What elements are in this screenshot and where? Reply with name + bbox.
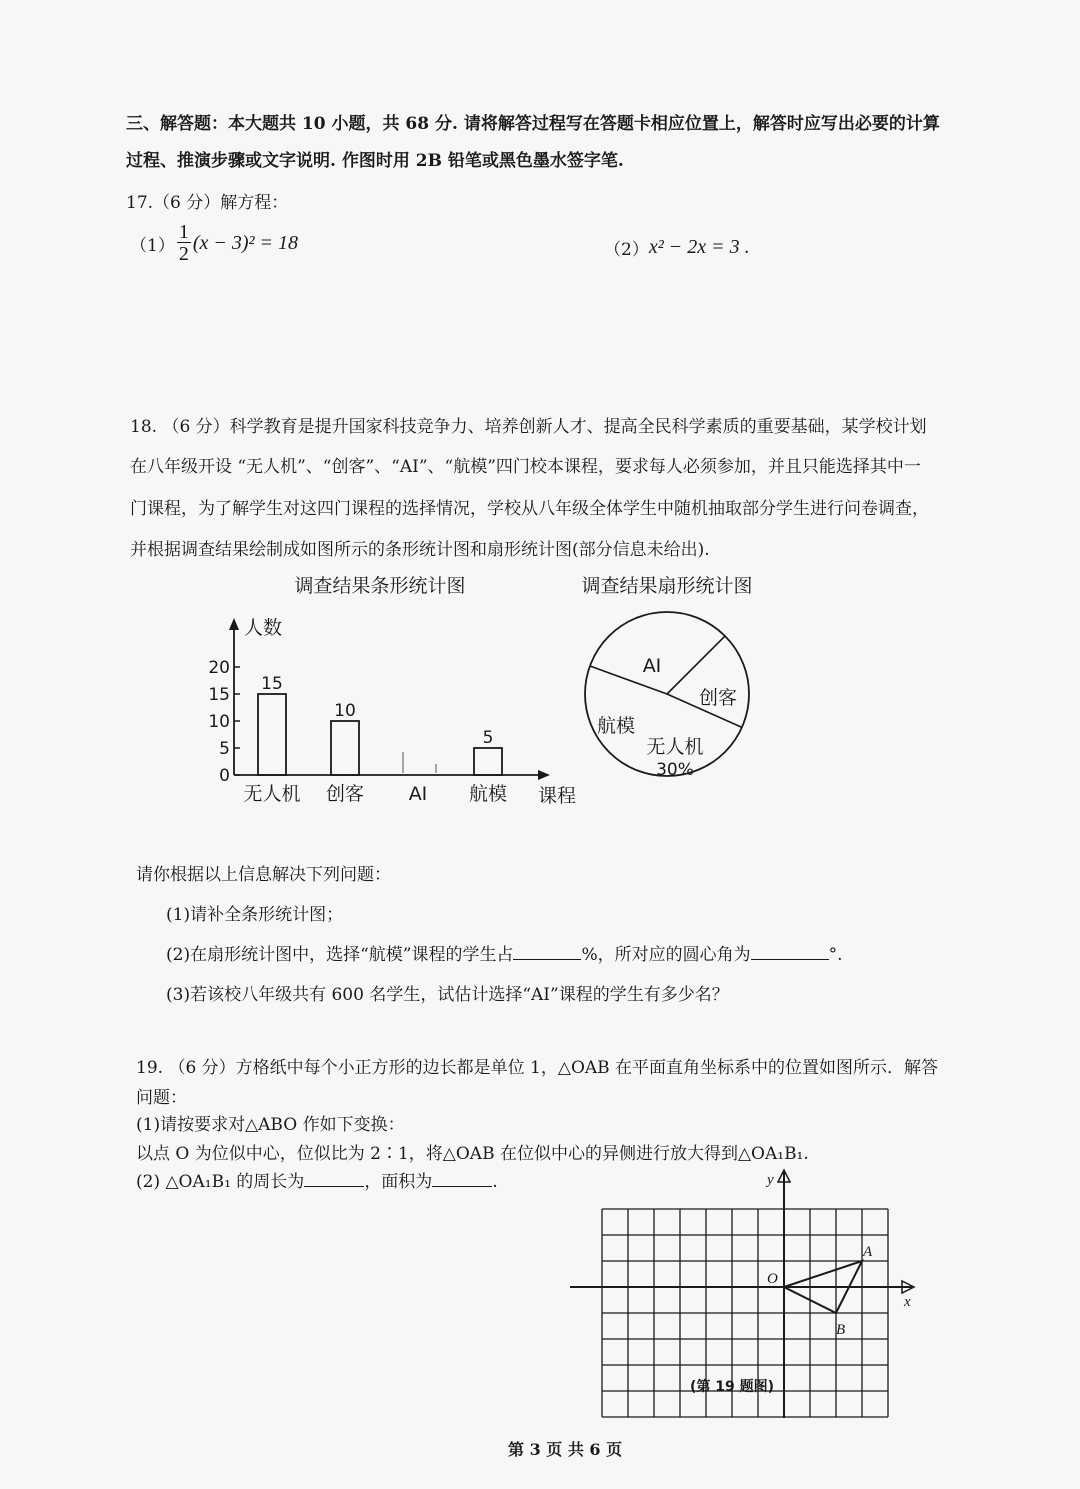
bar-category-label: 创客 <box>325 783 365 805</box>
q17-part1-expr: (x − 3)² = 18 <box>192 232 299 254</box>
bar-y-arrow <box>229 618 239 630</box>
q19-text-line1: 19. （6 分）方格纸中每个小正方形的边长都是单位 1，△OAB 在平面直角坐标系中的位置如图所示．解答 <box>136 1058 939 1078</box>
q19-text-line4: 以点 O 为位似中心，位似比为 2∶1，将△OAB 在位似中心的异侧进行放大得到△OA₁B₁. <box>136 1144 809 1164</box>
section-instruction-line1: 三、解答题：本大题共 10 小题，共 68 分. 请将解答过程写在答题卡相应位置上，解答时应写出必要的计算 <box>126 114 940 134</box>
bar-y-tick-label: 5 <box>219 739 230 759</box>
q17-part2 <box>604 235 750 260</box>
bar-y-tick-label: 10 <box>208 712 230 732</box>
figure-caption: (第 19 题图) <box>690 1379 775 1395</box>
q17-part1-label: （1） <box>130 236 175 256</box>
q19-text-line5 <box>136 1167 498 1192</box>
bar-3 <box>474 748 502 775</box>
bar-data-label: 10 <box>334 701 356 721</box>
q19-blank-perimeter[interactable] <box>304 1170 364 1187</box>
bar-data-label: 5 <box>482 728 494 748</box>
q18-sub2-text-c: °. <box>828 945 843 965</box>
bar-xlabel: 课程 <box>538 785 577 807</box>
q19-blank-area[interactable] <box>432 1170 492 1187</box>
bar-0 <box>258 694 286 775</box>
q18-sub2 <box>166 940 843 965</box>
pie-chart <box>570 568 770 798</box>
q19-text-line3: (1)请按要求对△ABO 作如下变换： <box>136 1115 405 1135</box>
q19-perimeter-label: (2) △OA₁B₁ 的周长为 <box>136 1172 305 1192</box>
grid-x-label: x <box>904 1294 911 1310</box>
pie-slice-label: 航模 <box>596 715 636 737</box>
point-a-label: A <box>863 1244 873 1260</box>
q18-sub2-blank-percent[interactable] <box>513 943 581 960</box>
q18-sub2-text-a: (2)在扇形统计图中，选择“航模”课程的学生占 <box>166 945 514 965</box>
bar-y-tick-label: 0 <box>219 766 230 786</box>
pie-slice-boundary <box>667 636 725 694</box>
q17-header: 17.（6 分）解方程： <box>126 193 289 213</box>
q18-text-line3: 门课程，为了解学生对这四门课程的选择情况，学校从八年级全体学生中随机抽取部分学生进行问卷调查， <box>130 499 929 519</box>
q19-text-end: . <box>492 1172 498 1192</box>
bar-ylabel: 人数 <box>244 617 283 639</box>
coordinate-grid-figure <box>560 1160 930 1420</box>
q17-part1 <box>130 222 298 265</box>
bar-category-label: 无人机 <box>243 783 301 805</box>
bar-category-label: AI <box>408 783 428 805</box>
q18-sub1: (1)请补全条形统计图； <box>166 905 344 925</box>
pie-slice-label: 无人机 <box>646 736 704 758</box>
bar-chart <box>200 568 600 818</box>
pie-slice-label: AI <box>642 655 662 677</box>
page-footer: 第 3 页 共 6 页 <box>508 1440 623 1459</box>
pie-slice-value: 30% <box>656 760 694 780</box>
bar-chart-title: 调查结果条形统计图 <box>294 575 466 597</box>
q18-sub2-text-b: %，所对应的圆心角为 <box>581 945 751 965</box>
point-b-label: B <box>836 1322 846 1338</box>
point-o-label: O <box>767 1271 778 1287</box>
grid-y-label: y <box>767 1172 774 1188</box>
q18-text-line4: 并根据调查结果绘制成如图所示的条形统计图和扇形统计图(部分信息未给出). <box>130 540 710 560</box>
q18-text-line2: 在八年级开设 “无人机”、“创客”、“AI”、“航模”四门校本课程，要求每人必须参加，并且只能选择其中一 <box>130 457 921 477</box>
q18-sub3: (3)若该校八年级共有 600 名学生，试估计选择“AI”课程的学生有多少名？ <box>166 985 729 1005</box>
q18-text-line1: 18. （6 分）科学教育是提升国家科技竞争力、培养创新人才、提高全民科学素质的重要基础，某学校计划 <box>130 417 927 437</box>
q18-prompt: 请你根据以上信息解决下列问题： <box>136 865 391 885</box>
bar-category-label: 航模 <box>468 783 508 805</box>
bar-data-label: 15 <box>261 674 283 694</box>
q17-fraction-num: 1 <box>178 221 189 243</box>
q19-area-label: ，面积为 <box>364 1172 433 1192</box>
pie-chart-title: 调查结果扇形统计图 <box>581 575 753 597</box>
q17-part2-label: （2） <box>604 240 649 260</box>
bar-x-arrow <box>538 770 550 780</box>
section-instruction-line2: 过程、推演步骤或文字说明. 作图时用 2B 铅笔或黑色墨水签字笔. <box>126 151 624 171</box>
q19-text-line2: 问题： <box>136 1088 187 1108</box>
pie-slice-label: 创客 <box>698 687 738 709</box>
q17-fraction-den: 2 <box>178 243 189 265</box>
bar-y-tick-label: 15 <box>208 685 230 705</box>
q18-sub2-blank-angle[interactable] <box>751 943 829 960</box>
bar-y-tick-label: 20 <box>208 658 230 678</box>
q17-fraction <box>177 222 191 265</box>
bar-1 <box>331 721 359 775</box>
q17-part2-expr: x² − 2x = 3 . <box>648 236 750 258</box>
